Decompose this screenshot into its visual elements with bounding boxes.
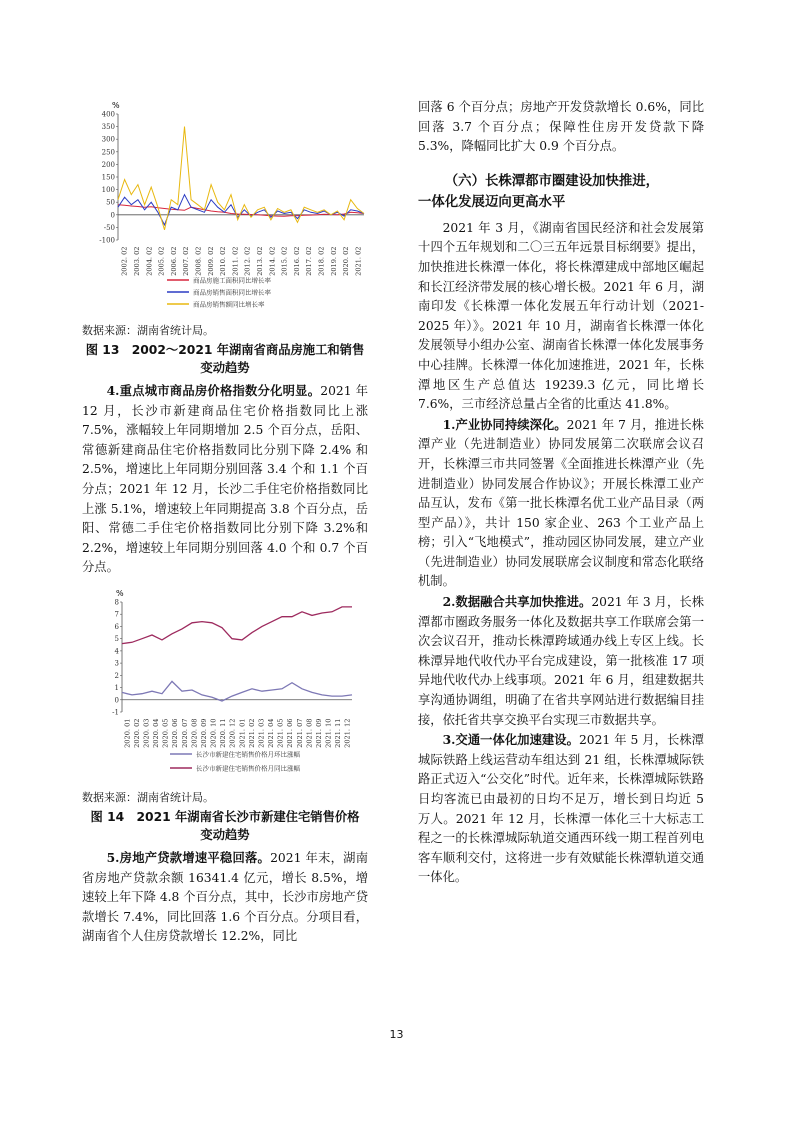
paragraph-loans xyxy=(82,848,368,947)
x-tick-label: 2021. 03 xyxy=(257,718,266,748)
paragraph-data-sharing-body: 2021 年 3 月，长株潭都市圈政务服务一体化及数据共享工作联席会第一次会议召开，推动长株潭跨域通办线上专区上线。长株潭异地代收代办平台完成建设，第一批核准 17 项异地代收代办上线事项。2021 年 6 月，组建数据共享沟通协调组，明确了在省共享网站进行数据编目挂接，依托省共享交换平台实现三市数据共享。 xyxy=(418,595,704,727)
paragraph-transport-title: 3.交通一体化加速建设。 xyxy=(442,732,579,748)
x-tick-label: 2020. 09 xyxy=(199,718,208,748)
x-tick-label: 2015. 02 xyxy=(280,246,289,276)
x-tick-label: 2007. 02 xyxy=(182,246,191,276)
figure-14-caption-line1: 图 14 2021 年湖南省长沙市新建住宅销售价格 xyxy=(90,809,360,824)
x-tick-label: 2021. 01 xyxy=(238,718,247,748)
y-tick-label: 0 xyxy=(114,696,119,705)
chart-unit-label: % xyxy=(112,101,120,110)
legend-label-2: 商品房销售面积同比增长率 xyxy=(193,288,271,297)
x-tick-label: 2002. 02 xyxy=(120,246,129,276)
x-tick-label: 2021. 10 xyxy=(324,718,333,748)
legend-label-3: 商品房销售额同比增长率 xyxy=(193,300,265,309)
section-heading-line1: （六）长株潭都市圈建设加快推进， xyxy=(444,173,660,189)
x-tick-label: 2003. 02 xyxy=(132,246,141,276)
x-tick-label: 2020. 04 xyxy=(152,718,161,748)
right-column xyxy=(418,98,704,888)
x-tick-label: 2021. 05 xyxy=(276,718,285,748)
x-tick-label: 2014. 02 xyxy=(268,246,277,276)
paragraph-price-index-body: 2021 年 12 月，长沙市新建商品住宅价格指数同比上涨 7.5%，涨幅较上年同期增加 2.5 个百分点，岳阳、常德新建商品住宅价格指数同比分别下降 2.4% 和 2.5%，增速比上年同期分别回落 3.4 个和 1.1 个百分点；2021 年 12 月，长沙二手住宅价格指数同比上涨 5.1%，增速较上年同期提高 3.8 个百分点，岳阳、常德二手住宅价格指数同比分别下降 3.2%和 2.2%，增速较上年同期分别回落 4.0 个和 0.7 个百分点。 xyxy=(82,384,368,575)
series-line-2 xyxy=(122,607,352,644)
x-tick-label: 2018. 02 xyxy=(317,246,326,276)
y-tick-label: 200 xyxy=(101,160,115,169)
x-tick-label: 2012. 02 xyxy=(243,246,252,276)
y-tick-label: -50 xyxy=(103,223,115,232)
section-heading-6 xyxy=(418,171,704,213)
x-tick-label: 2020. 06 xyxy=(171,718,180,748)
paragraph-transport xyxy=(418,730,704,888)
figure-14 xyxy=(82,584,368,786)
x-tick-label: 2020. 05 xyxy=(161,718,170,748)
x-tick-label: 2009. 02 xyxy=(206,246,215,276)
paragraph-industry-body: 2021 年 7 月，推进长株潭产业（先进制造业）协同发展第二次联席会议召开，长株潭三市共同签署《全面推进长株潭产业（先进制造业）协同发展合作协议》；开展长株潭工业产品互认，发布《第一批长株潭名优工业产品目录（两型产品）》，共计 150 家企业、263 个工业产品上榜；引入“飞地模式”，推动园区协同发展，建立产业（先进制造业）协同发展联席会议制度和常态化联络机制。 xyxy=(418,417,704,589)
section-heading-line2: 一体化发展迈向更高水平 xyxy=(418,194,566,210)
paragraph-industry-title: 1.产业协同持续深化。 xyxy=(442,416,567,432)
x-tick-label: 2021. 02 xyxy=(247,718,256,748)
paragraph-cztc-overview: 2021 年 3 月，《湖南省国民经济和社会发展第十四个五年规划和二〇三五年远景目标纲要》提出，加快推进长株潭一体化，将长株潭建成中部地区崛起和长江经济带发展的核心增长极。2021 年 6 月，湖南印发《长株潭一体化发展五年行动计划（2021-2025 年）》。2021 年 10 月，湖南省长株潭一体化发展领导小组办公室、湖南省长株潭一体化发展事务中心挂牌。长株潭一体化加速推进，2021 年，长株潭地区生产总值达 19239.3 亿元，同比增长 7.6%，三市经济总量占全省的比重达 41.8%。 xyxy=(418,220,704,412)
series-line-1 xyxy=(122,681,352,701)
y-tick-label: -1 xyxy=(112,708,119,717)
paragraph-continued: 回落 6 个百分点；房地产开发贷款增长 0.6%，同比回落 3.7 个百分点；保障性住房开发贷款下降 5.3%，降幅同比扩大 0.9 个百分点。 xyxy=(418,100,704,154)
x-tick-label: 2021. 12 xyxy=(343,718,352,748)
y-tick-label: 250 xyxy=(101,148,115,157)
y-tick-label: 6 xyxy=(114,622,119,631)
y-tick-label: 300 xyxy=(101,135,115,144)
legend-label-1: 商品房施工面积同比增长率 xyxy=(193,276,271,285)
x-tick-label: 2004. 02 xyxy=(145,246,154,276)
figure-13-chart xyxy=(82,100,368,315)
figure-14-source: 数据来源：湖南省统计局。 xyxy=(82,790,214,804)
x-tick-label: 2020. 10 xyxy=(209,718,218,748)
chart-unit-label: % xyxy=(116,588,124,598)
page-number: 13 xyxy=(389,1028,404,1041)
paragraph-price-index-title: 4.重点城市商品房价格指数分化明显。 xyxy=(106,383,321,398)
x-tick-label: 2008. 02 xyxy=(194,246,203,276)
x-tick-label: 2020. 12 xyxy=(228,718,237,748)
y-tick-label: 2 xyxy=(114,671,119,680)
x-tick-label: 2021. 06 xyxy=(286,718,295,748)
x-tick-label: 2016. 02 xyxy=(292,246,301,276)
y-tick-label: 400 xyxy=(101,110,115,119)
y-tick-label: -100 xyxy=(99,236,115,245)
x-tick-label: 2013. 02 xyxy=(255,246,264,276)
y-tick-label: 350 xyxy=(101,123,115,132)
y-tick-label: 50 xyxy=(106,198,115,207)
x-tick-label: 2021. 08 xyxy=(305,718,314,748)
x-tick-label: 2020. 07 xyxy=(180,718,189,748)
y-tick-label: 150 xyxy=(101,173,115,182)
paragraph-transport-body: 2021 年 5 月，长株潭城际铁路上线运营动车组达到 21 组，长株潭城际铁路正式迈入“公交化”时代。近年来，长株潭城际铁路日均客流已由最初的日均不足万，增长到日均近 5 万人。2021 年 12 月，长株潭一体化三十大标志工程之一的长株潭城际轨道交通西环线一期工程首列电客车顺利交付，这将进一步有效赋能长株潭轨道交通一体化。 xyxy=(418,733,704,885)
y-tick-label: 1 xyxy=(114,683,119,692)
paragraph-data-sharing xyxy=(418,592,704,730)
figure-13-caption xyxy=(82,341,368,377)
y-tick-label: 7 xyxy=(114,610,119,619)
paragraph-industry xyxy=(418,415,704,592)
x-tick-label: 2020. 02 xyxy=(132,718,141,748)
paragraph-loans-body: 2021 年末，湖南省房地产贷款余额 16341.4 亿元，增长 8.5%，增速较上年下降 4.8 个百分点，其中，长沙市房地产贷款增长 7.4%，同比回落 1.6 个百分点。分项目看，湖南省个人住房贷款增长 12.2%，同比 xyxy=(82,850,368,944)
y-tick-label: 100 xyxy=(101,186,115,195)
y-tick-label: 3 xyxy=(114,659,119,668)
figure-13-source: 数据来源：湖南省统计局。 xyxy=(82,324,214,337)
x-tick-label: 2006. 02 xyxy=(169,246,178,276)
x-tick-label: 2020. 11 xyxy=(219,718,228,748)
figure-13-caption-line1: 图 13 2002～2021 年湖南省商品房施工和销售 xyxy=(85,343,365,357)
left-column xyxy=(82,100,368,947)
paragraph-data-sharing-title: 2.数据融合共享加快推进。 xyxy=(442,594,592,610)
figure-14-caption-line2: 变动趋势 xyxy=(200,827,250,842)
x-tick-label: 2019. 02 xyxy=(329,246,338,276)
x-tick-label: 2021. 04 xyxy=(267,718,276,748)
y-tick-label: 4 xyxy=(114,647,119,656)
x-tick-label: 2005. 02 xyxy=(157,246,166,276)
paragraph-price-index xyxy=(82,381,368,578)
x-tick-label: 2021. 02 xyxy=(354,246,363,276)
x-tick-label: 2020. 08 xyxy=(190,718,199,748)
x-tick-label: 2020. 03 xyxy=(142,718,151,748)
x-tick-label: 2020. 01 xyxy=(123,718,132,748)
x-tick-label: 2020. 02 xyxy=(342,246,351,276)
x-tick-label: 2011. 02 xyxy=(231,246,240,276)
x-tick-label: 2017. 02 xyxy=(305,246,314,276)
y-tick-label: 8 xyxy=(114,598,119,607)
x-tick-label: 2021. 09 xyxy=(314,718,323,748)
x-tick-label: 2021. 11 xyxy=(334,718,343,748)
y-tick-label: 0 xyxy=(110,211,115,220)
y-tick-label: 5 xyxy=(114,635,119,644)
legend-label-1: 长沙市新建住宅销售价格月环比涨幅 xyxy=(196,750,300,759)
x-tick-label: 2010. 02 xyxy=(219,246,228,276)
figure-14-caption xyxy=(82,808,368,844)
x-tick-label: 2021. 07 xyxy=(295,718,304,748)
figure-13-caption-line2: 变动趋势 xyxy=(200,361,250,375)
figure-13 xyxy=(82,100,368,319)
paragraph-loans-title: 5.房地产贷款增速平稳回落。 xyxy=(106,849,271,865)
figure-14-chart xyxy=(82,584,368,782)
legend-label-2: 长沙市新建住宅销售价格月同比涨幅 xyxy=(196,764,300,773)
